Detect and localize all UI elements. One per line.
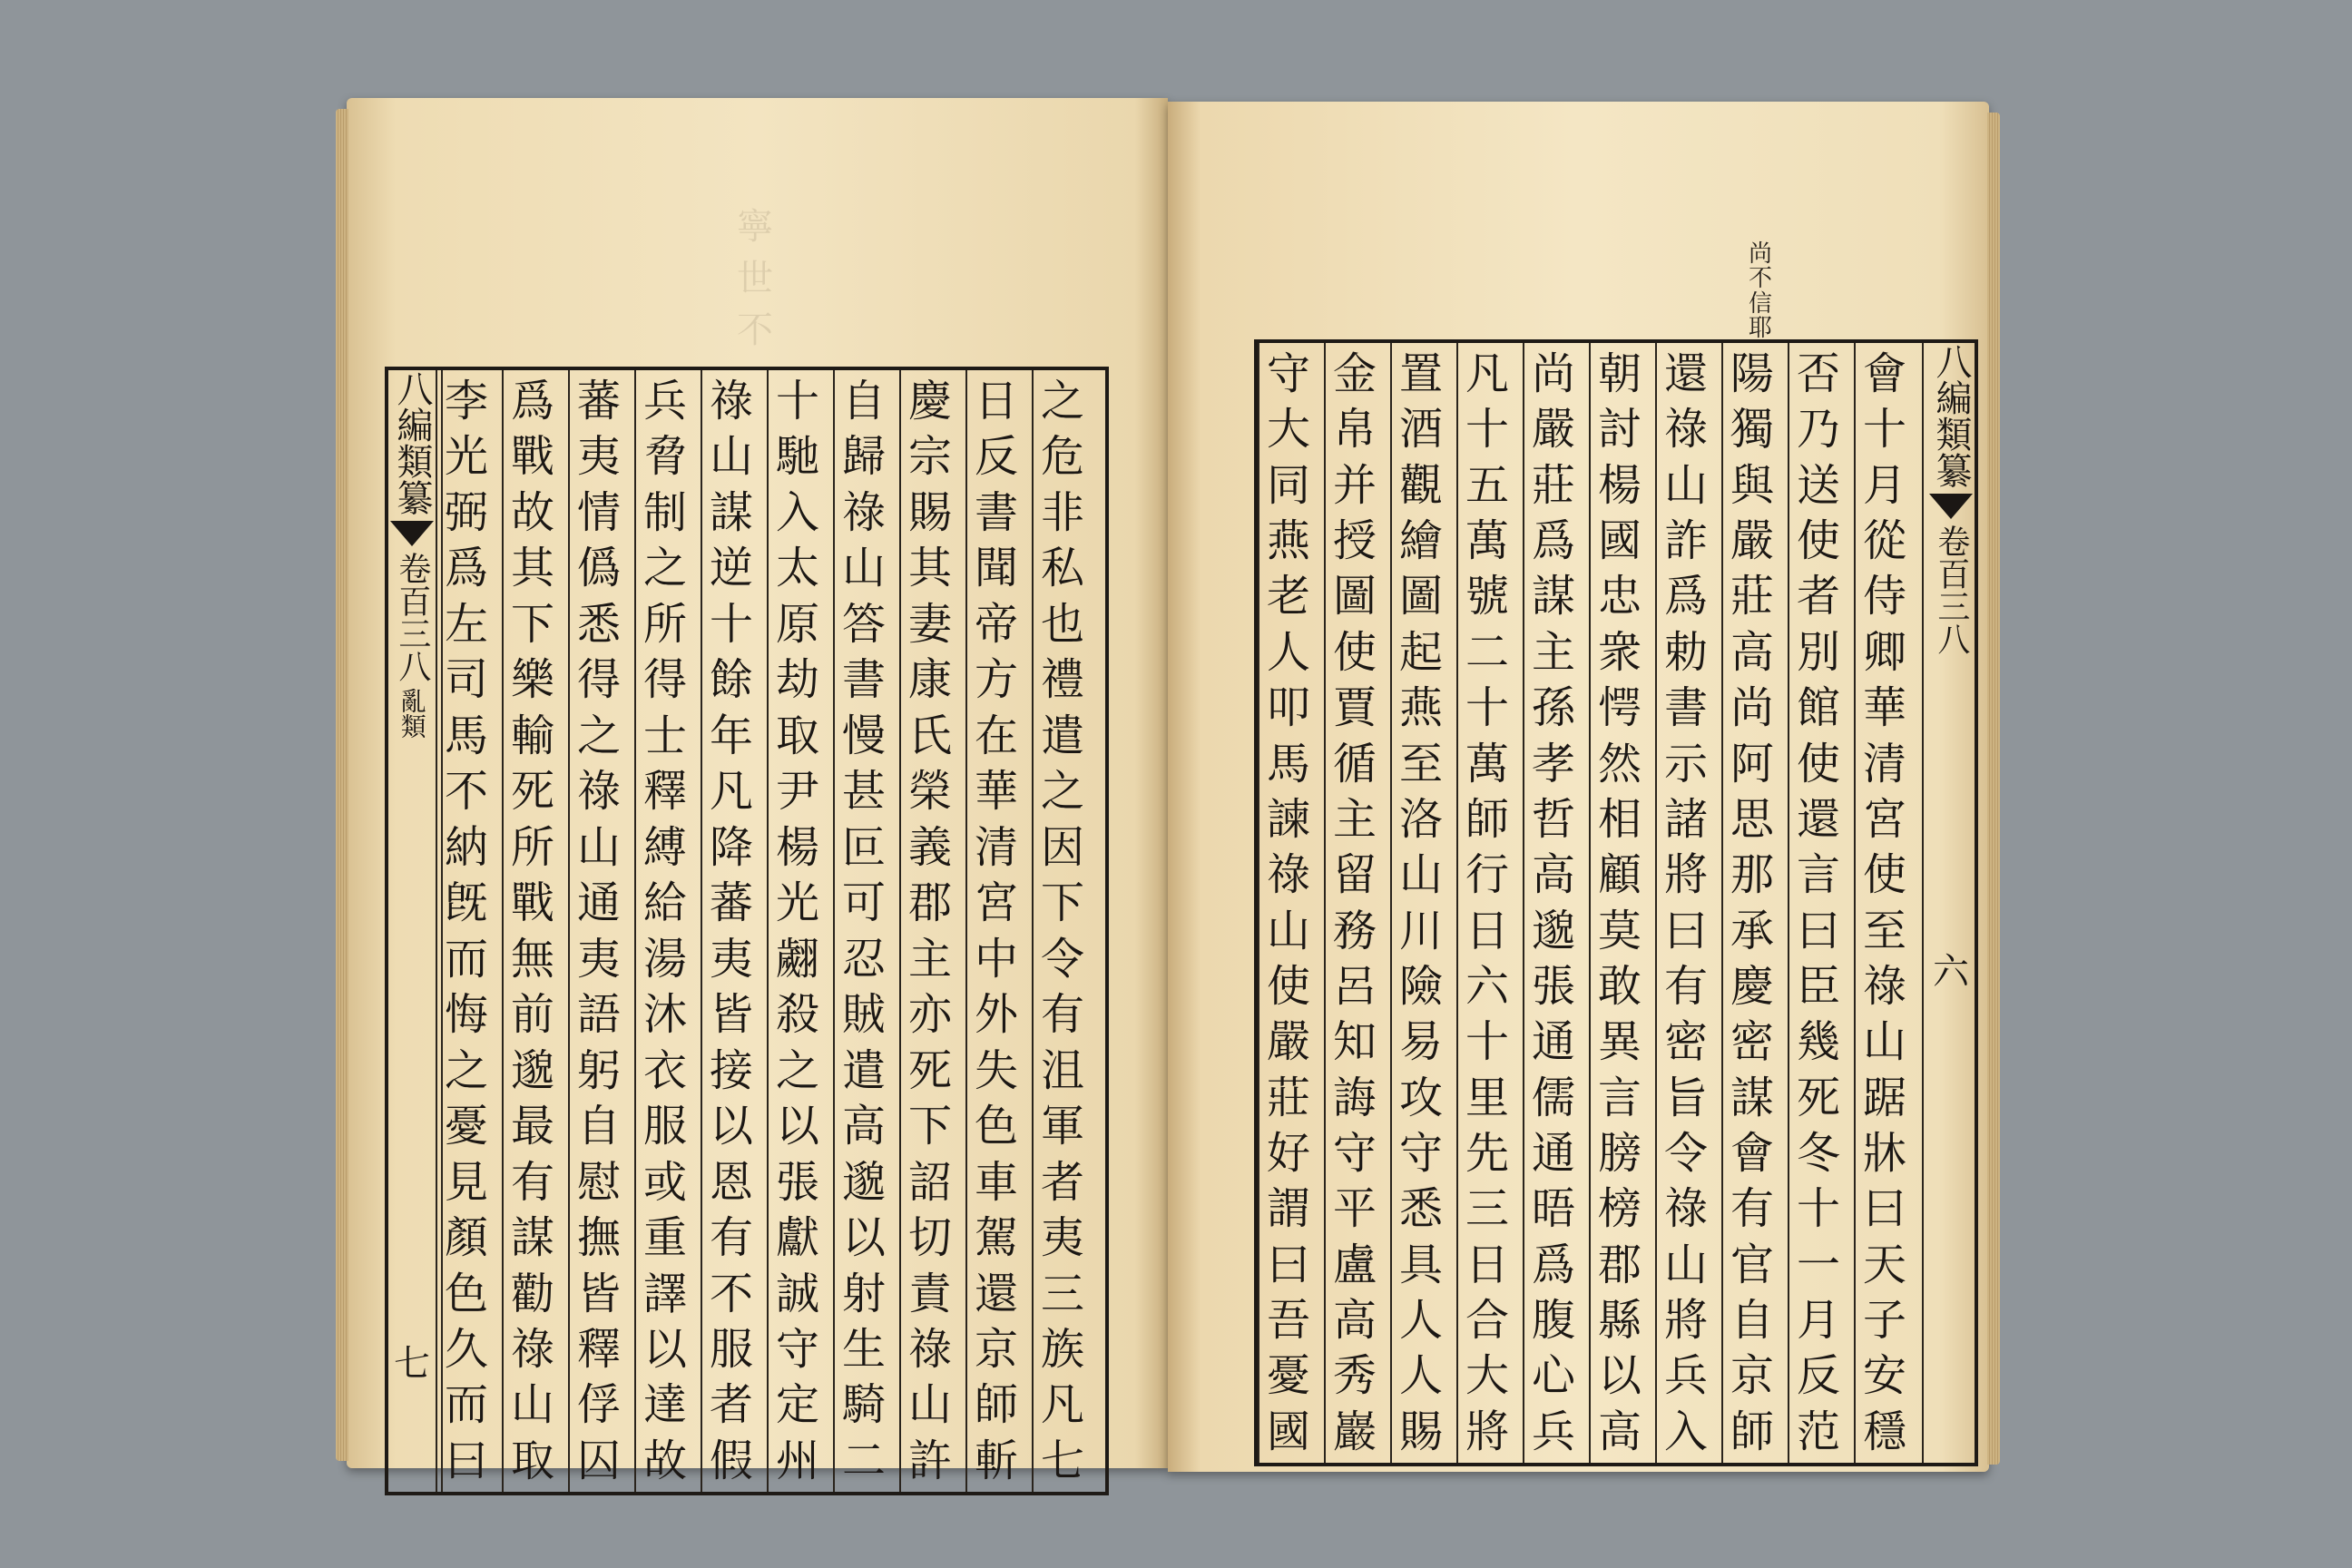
text-column: 祿 山 謀 逆 十 餘 年 凡 降 蕃 夷 皆 接 以 恩 有 不 服 者 假 [709,376,753,1486]
column-rule [502,370,504,1492]
text-column: 朝 討 楊 國 忠 衆 愕 然 相 顧 莫 敢 異 言 膀 榜 郡 縣 以 高 [1597,348,1642,1457]
text-column: 尚 嚴 莊 爲 謀 主 孫 孝 哲 高 邈 張 通 儒 通 晤 爲 腹 心 兵 [1531,348,1575,1457]
banxin-rule [441,370,443,1492]
column-rule [1854,343,1856,1463]
text-column: 日 反 書 聞 帝 方 在 華 清 宮 中 外 失 色 車 駕 還 京 師 斬 [974,376,1018,1486]
marginal-note: 尚 不 信 耶 [1749,240,1773,342]
column-rule [1390,343,1392,1463]
text-column: 蕃 夷 情 僞 悉 得 之 祿 山 通 夷 語 躬 自 慰 撫 皆 釋 俘 囚 [576,376,621,1486]
column-rule [1721,343,1723,1463]
text-column: 否 乃 送 使 者 別 館 使 還 言 曰 臣 幾 死 冬 十 一 月 反 范 [1796,348,1840,1457]
fish-tail-mark [1929,494,1973,519]
text-column: 金 帛 并 授 圖 使 賈 循 主 留 務 呂 知 誨 守 平 盧 高 秀 巖 [1332,348,1377,1457]
left-banxin [388,370,436,1492]
banxin-rule [1922,343,1924,1463]
text-column: 守 大 同 燕 老 人 叩 馬 諫 祿 山 使 嚴 莊 好 謂 曰 吾 憂 國 [1266,348,1310,1457]
right-page [1168,102,1989,1472]
left-text-frame [385,367,1109,1495]
banxin-title: 八編類纂 [391,370,433,515]
right-banxin [1927,343,1975,1463]
right-page-edges [1987,113,2000,1465]
column-rule [436,370,437,1492]
column-rule [1324,343,1326,1463]
text-column: 之 危 非 私 也 禮 遣 之 因 下 令 有 沮 軍 者 夷 三 族 凡 七 [1040,376,1084,1486]
text-column: 會 十 月 從 侍 卿 華 清 宮 使 至 祿 山 踞 牀 曰 天 子 安 穩 [1862,348,1906,1457]
column-rule [568,370,570,1492]
text-column: 陽 獨 與 嚴 莊 高 尚 阿 思 那 承 慶 密 謀 會 有 官 自 京 師 [1730,348,1774,1457]
text-column: 自 歸 祿 山 答 書 慢 甚 叵 可 忍 賊 遣 高 邈 以 射 生 騎 二 [841,376,886,1486]
text-column: 置 酒 觀 繪 圖 起 燕 至 洛 山 川 險 易 攻 守 悉 具 人 人 賜 [1398,348,1443,1457]
column-rule [833,370,835,1492]
column-rule [634,370,636,1492]
page-number: 六 [1933,951,1969,993]
banxin-volume: 卷百三八 [1932,524,1970,655]
text-column: 爲 戰 故 其 下 樂 輸 死 所 戰 無 前 邈 最 有 謀 勸 祿 山 取 [510,376,554,1486]
column-rule [1523,343,1524,1463]
text-column: 十 馳 入 太 原 劫 取 尹 楊 光 翽 殺 之 以 張 獻 誠 守 定 州 [775,376,819,1486]
column-rule [701,370,702,1492]
banxin-volume: 卷百三八 [393,552,431,682]
right-text-frame [1254,339,1978,1466]
text-column: 慶 宗 賜 其 妻 康 氏 榮 義 郡 主 亦 死 下 詔 切 責 祿 山 許 [907,376,952,1486]
left-page-edges [336,109,348,1461]
page-number: 七 [394,1343,430,1385]
column-rule [1589,343,1591,1463]
column-rule [1788,343,1789,1463]
text-column: 還 祿 山 詐 爲 勅 書 示 諸 將 曰 有 密 旨 令 祿 山 將 兵 入 [1663,348,1708,1457]
banxin-title: 八編類纂 [1930,343,1972,488]
left-page [347,98,1168,1486]
open-book [347,98,1989,1509]
text-column: 李 光 弼 爲 左 司 馬 不 納 旣 而 悔 之 憂 見 顏 色 久 而 曰 [444,376,488,1486]
column-rule [767,370,769,1492]
column-rule [965,370,967,1492]
text-column: 凡 十 五 萬 號 二 十 萬 師 行 日 六 十 里 先 三 日 合 大 將 [1465,348,1509,1457]
banxin-section: 亂類 [397,688,427,739]
fish-tail-mark [390,521,434,546]
bleed-through-text: 寧 世 不 [737,206,773,351]
column-rule [1655,343,1657,1463]
text-column: 兵 脅 制 之 所 得 士 釋 縛 給 湯 沐 衣 服 或 重 譯 以 達 故 [642,376,687,1486]
column-rule [899,370,901,1492]
column-rule [1258,343,1259,1463]
column-rule [1032,370,1034,1492]
column-rule [1456,343,1458,1463]
